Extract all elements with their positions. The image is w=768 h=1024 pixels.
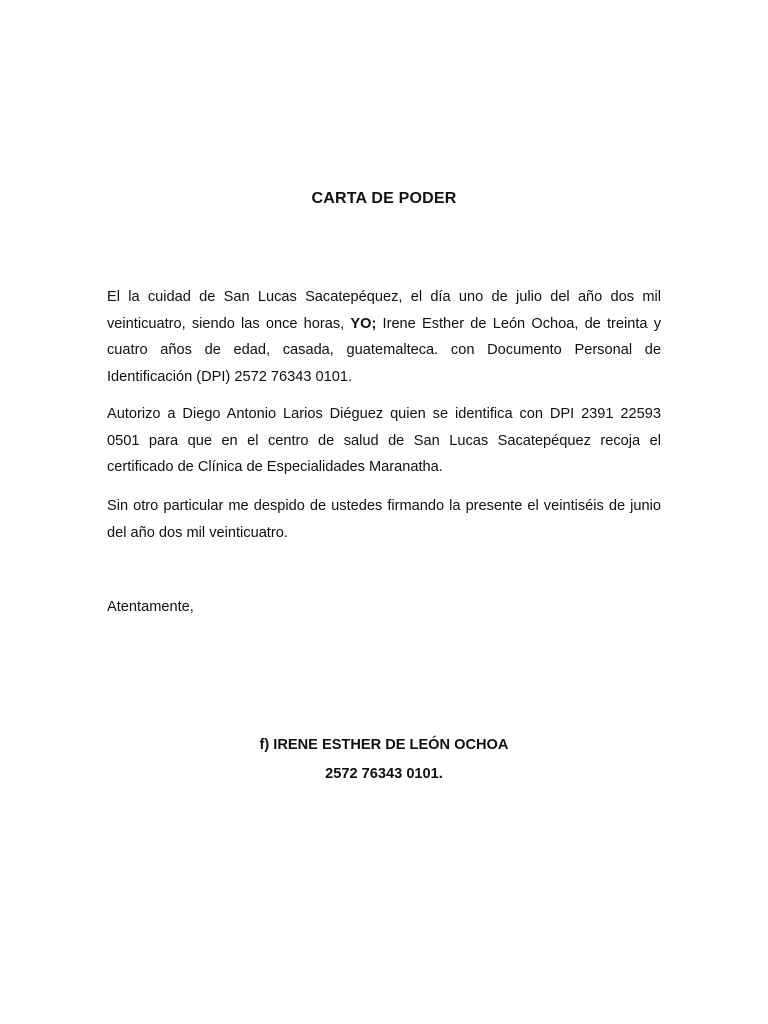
- paragraph-farewell: Sin otro particular me despido de ustedes firmando la presente el veintiséis de junio del año dos mil veinticuatro.: [107, 498, 661, 541]
- paragraph-intro: [107, 284, 661, 391]
- paragraph-authorization: Autorizo a Diego Antonio Larios Diéguez quien se identifica con DPI 2391 22593 0501 para que en el centro de salud de San Lucas Sacatepéquez recoja el certificado de Clínica de Especialidades Maranatha.: [107, 406, 661, 476]
- paragraph-intro-text-start: El la cuidad de San Lucas Sacatepéquez, el día uno de julio del año dos mil veinticuatro, siendo las once horas,: [107, 289, 661, 332]
- paragraph-intro-text-end: Irene Esther de León Ochoa, de treinta y cuatro años de edad, casada, guatemalteca. con Documento Personal de Identificación (DPI) 2572 76343 0101.: [107, 315, 662, 386]
- signature-id-number: 2572 76343 0101.: [325, 766, 443, 782]
- signature-name: f) IRENE ESTHER DE LEÓN OCHOA: [259, 737, 509, 753]
- document-title: CARTA DE PODER: [311, 190, 457, 207]
- closing-salutation: Atentamente,: [107, 599, 194, 615]
- paragraph-intro-bold: YO;: [350, 315, 377, 332]
